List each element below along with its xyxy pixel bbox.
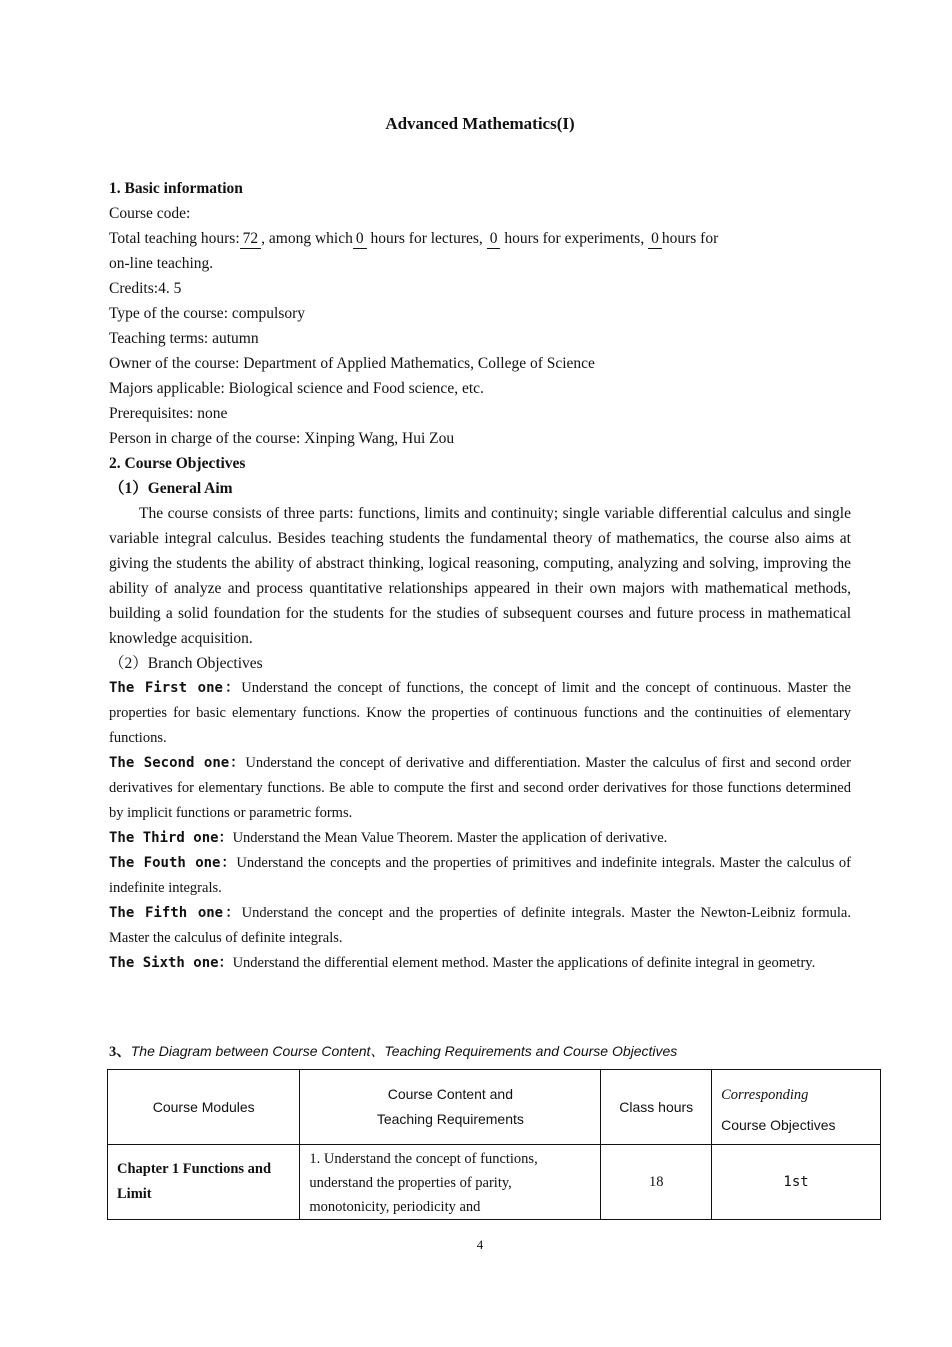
general-aim-heading: （1）General Aim bbox=[109, 480, 233, 497]
teaching-hours bbox=[109, 226, 851, 251]
page-number: 4 bbox=[476, 1237, 484, 1252]
row-hours: 18 bbox=[601, 1145, 712, 1220]
hours-experiments: 0 bbox=[487, 230, 501, 249]
teaching-terms: Teaching terms: autumn bbox=[109, 330, 259, 347]
section-3-heading bbox=[109, 1040, 677, 1061]
hours-lectures: 0 bbox=[353, 230, 367, 249]
header-content bbox=[300, 1070, 601, 1145]
hours-prefix: Total teaching hours: bbox=[109, 230, 240, 247]
header-content-line1: Course Content and bbox=[387, 1086, 514, 1102]
branch-objectives-heading: （2）Branch Objectives bbox=[109, 655, 263, 672]
document-body bbox=[109, 176, 851, 976]
hours-mid2: hours for lectures, bbox=[370, 230, 483, 247]
hours-line-2: on-line teaching. bbox=[109, 255, 214, 272]
course-owner: Owner of the course: Department of Applied Mathematics, College of Science bbox=[109, 355, 595, 372]
objective-label: The Sixth one： bbox=[109, 955, 233, 971]
table-row bbox=[108, 1145, 881, 1220]
hours-mid1: , among which bbox=[261, 230, 353, 247]
general-aim-text: The course consists of three parts: functions, limits and continuity; single variable differential calculus and single variable integral calculus. Besides teaching students the fundamental theory of mathematics, the course also aims at giving the students the ability of abstract thinking, logical reasoning, computing, analyzing and solving, improving the ability of analyze and process quantitative relationships appeared in their own majors with mathematical methods, building a solid foundation for the students for the studies of subsequent courses and future process in mathematical knowledge acquisition. bbox=[109, 505, 851, 647]
objective-text: Understand the concept and the properties of definite integrals. Master the Newton-Leibniz formula. Master the calculus of definite integrals. bbox=[109, 905, 851, 946]
row-content: 1. Understand the concept of functions, understand the properties of parity, monotonicity, periodicity and bbox=[300, 1145, 601, 1220]
person-in-charge: Person in charge of the course: Xinping Wang, Hui Zou bbox=[109, 430, 455, 447]
objective-item bbox=[109, 951, 851, 976]
objective-item bbox=[109, 901, 851, 951]
objective-label: The Fifth one： bbox=[109, 905, 242, 921]
objective-item bbox=[109, 851, 851, 901]
course-type: Type of the course: compulsory bbox=[109, 305, 306, 322]
header-objectives bbox=[712, 1070, 881, 1145]
credits: Credits:4. 5 bbox=[109, 280, 182, 297]
hours-suffix: hours for bbox=[661, 230, 719, 247]
hours-total: 72 bbox=[240, 230, 262, 249]
header-hours: Class hours bbox=[601, 1070, 712, 1145]
header-modules: Course Modules bbox=[108, 1070, 300, 1145]
objective-text: Understand the concept of functions, the concept of limit and the concept of continuous. Master the properties for basic elementary functions. Know the properties of continuous functions and the continuities of elementary functions. bbox=[109, 680, 851, 746]
majors-applicable: Majors applicable: Biological science and Food science, etc. bbox=[109, 380, 484, 397]
section-3-title: The Diagram between Course Content、Teaching Requirements and Course Objectives bbox=[130, 1043, 678, 1059]
hours-online: 0 bbox=[648, 230, 662, 249]
objective-label: The Second one： bbox=[109, 755, 246, 771]
objective-item bbox=[109, 751, 851, 826]
table-header-row bbox=[108, 1070, 881, 1145]
objective-label: The Third one： bbox=[109, 830, 233, 846]
objective-text: Understand the concepts and the properties of primitives and indefinite integrals. Master the calculus of indefinite integrals. bbox=[109, 855, 852, 896]
objective-item bbox=[109, 826, 851, 851]
basic-info-heading: 1. Basic information bbox=[109, 180, 243, 197]
row-objective: 1st bbox=[712, 1145, 881, 1220]
course-content-table bbox=[107, 1069, 881, 1220]
objective-text: Understand the concept of derivative and differentiation. Master the calculus of first and second order derivatives for elementary functions. Be able to compute the first and second order derivatives for those functions determined by implicit functions or parametric forms. bbox=[109, 755, 851, 821]
document-title: Advanced Mathematics(I) bbox=[385, 114, 575, 133]
course-code: Course code: bbox=[109, 205, 191, 222]
objective-text: Understand the differential element method. Master the applications of definite integral in geometry. bbox=[232, 955, 816, 971]
header-objectives-line1: Corresponding bbox=[721, 1087, 809, 1103]
header-objectives-line2: Course Objectives bbox=[721, 1117, 836, 1133]
section-3-number: 3、 bbox=[109, 1044, 131, 1060]
objectives-heading: 2. Course Objectives bbox=[109, 455, 246, 472]
objective-label: The First one： bbox=[109, 680, 242, 696]
objective-text: Understand the Mean Value Theorem. Master the application of derivative. bbox=[232, 830, 668, 846]
objective-label: The Fouth one： bbox=[109, 855, 237, 871]
hours-mid3: hours for experiments, bbox=[504, 230, 645, 247]
header-content-line2: Teaching Requirements bbox=[376, 1111, 524, 1127]
prerequisites: Prerequisites: none bbox=[109, 405, 228, 422]
objective-item bbox=[109, 676, 851, 751]
row-module: Chapter 1 Functions and Limit bbox=[108, 1145, 300, 1220]
